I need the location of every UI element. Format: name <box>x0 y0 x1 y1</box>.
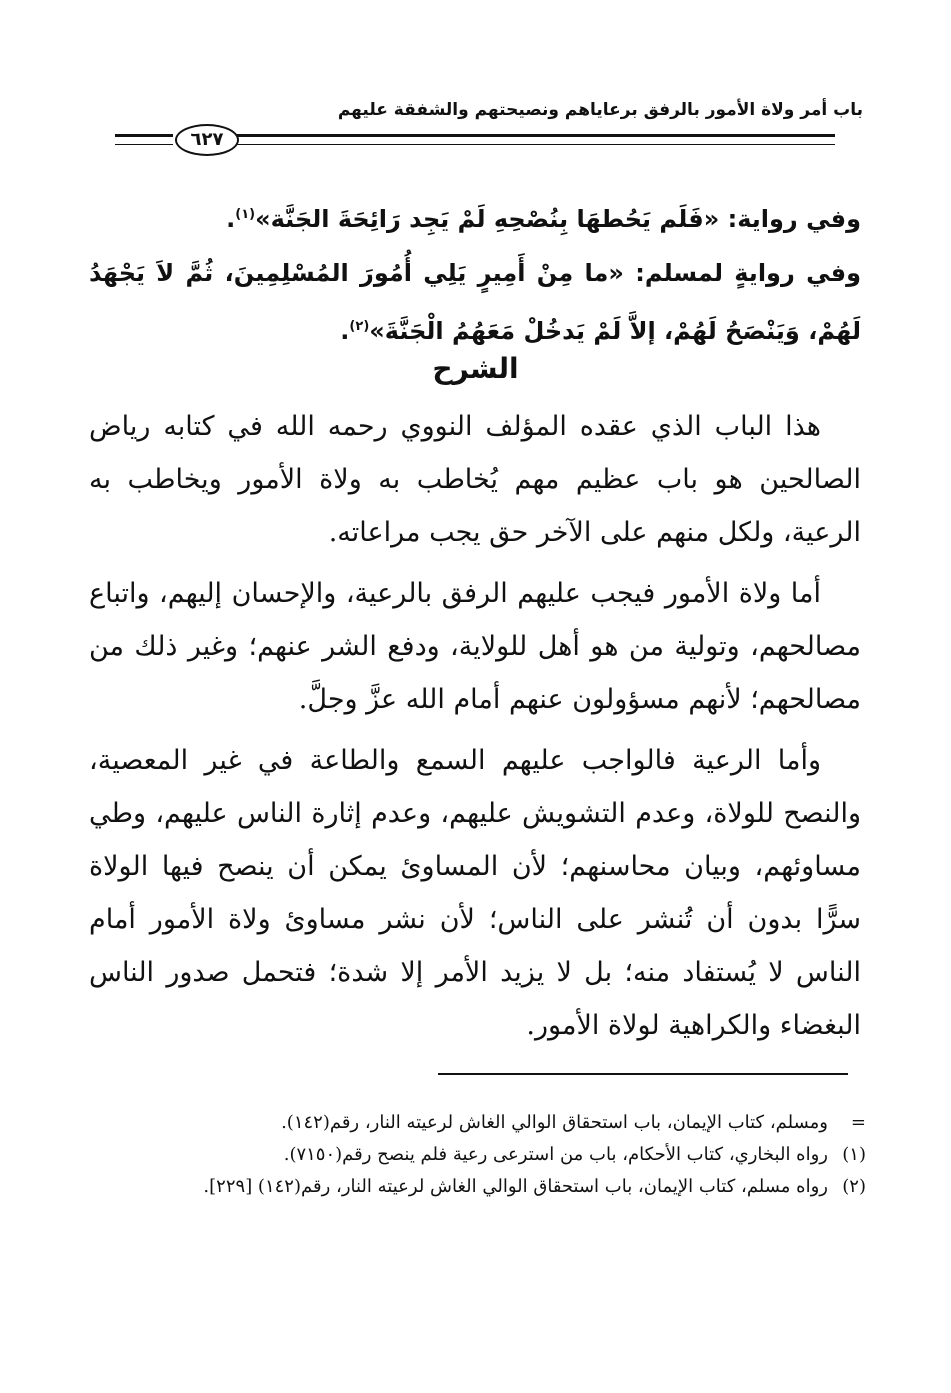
footnote-text: رواه البخاري، كتاب الأحكام، باب من استرعى رعية فلم ينصح رقم(٧١٥٠). <box>283 1144 828 1165</box>
header-rule-line <box>235 134 835 145</box>
hadith-quote: «ما مِنْ أَمِيرٍ يَلِي أُمُورَ المُسْلِمِينَ، ثُمَّ لاَ يَجْهَدُ لَهُمْ، وَيَنْصَحُ لَهُمْ، إلاَّ لَمْ يَدخُلْ مَعَهُمُ الْجَنَّةَ» <box>89 259 861 345</box>
running-header-title: باب أمر ولاة الأمور بالرفق برعاياهم ونصيحتهم والشفقة عليهم <box>337 100 863 120</box>
footnote-text: ومسلم، كتاب الإيمان، باب استحقاق الوالي الغاش لرعيته النار، رقم(١٤٢). <box>281 1112 828 1133</box>
narration-lead: وفي رواية: <box>719 205 861 233</box>
footnote-ref: (١) <box>235 207 256 222</box>
footnote-text: رواه مسلم، كتاب الإيمان، باب استحقاق الوالي الغاش لرعيته النار، رقم(١٤٢) [٢٢٩]. <box>203 1176 828 1197</box>
paragraph-text: هذا الباب الذي عقده المؤلف النووي رحمه الله في كتابه رياض الصالحين هو باب عظيم مهم يُخاطب به ولاة الأمور ويخاطب به الرعية، ولكل منهم على الآخر حق يجب مراعاته. <box>89 411 861 548</box>
footnotes <box>96 1108 866 1204</box>
footnote-1 <box>96 1140 866 1170</box>
hadith-narration-1 <box>89 188 861 246</box>
footnote-mark: (٢) <box>842 1176 866 1197</box>
footnote-continued <box>96 1108 866 1138</box>
footnote-mark: (١) <box>842 1144 866 1165</box>
narration-lead: وفي روايةٍ لمسلم: <box>623 259 861 287</box>
section-heading: الشرح <box>432 352 519 385</box>
commentary-paragraph-2 <box>89 567 861 726</box>
footnote-mark: = <box>850 1112 866 1133</box>
footnote-separator <box>438 1073 848 1075</box>
hadith-quote: «فَلَم يَحُطهَا بِنُصْحِهِ لَمْ يَجِد رَائِحَةَ الجَنَّة» <box>255 205 720 233</box>
paragraph-text: وأما الرعية فالواجب عليهم السمع والطاعة في غير المعصية، والنصح للولاة، وعدم التشويش عليهم، وعدم إثارة الناس عليهم، وطي مساوئهم، وبيان محاسنهم؛ لأن المساوئ يمكن أن ينصح فيها الولاة سرًّا بدون أن تُنشر على الناس؛ لأن نشر مساوئ ولاة الأمور أمام الناس لا يُستفاد منه؛ بل لا يزيد الأمر إلا شدة؛ فتحمل صدور الناس البغضاء والكراهية لولاة الأمور. <box>89 745 861 1041</box>
period: . <box>226 205 236 233</box>
period: . <box>340 317 350 345</box>
header-rule <box>115 124 835 156</box>
footnote-ref: (٢) <box>349 319 370 334</box>
footnote-2 <box>96 1172 866 1202</box>
header-rule-line-short <box>115 134 173 145</box>
hadith-block <box>89 188 861 358</box>
commentary-paragraph-1 <box>89 400 861 559</box>
paragraph-text: أما ولاة الأمور فيجب عليهم الرفق بالرعية، والإحسان إليهم، واتباع مصالحهم، وتولية من هو أهل للولاية، ودفع الشر عنهم؛ وغير ذلك من مصالحهم؛ لأنهم مسؤولون عنهم أمام الله عزَّ وجلَّ. <box>89 578 862 715</box>
page-number: ٦٢٧ <box>175 124 239 156</box>
commentary-body <box>89 400 861 1060</box>
commentary-paragraph-3 <box>89 734 861 1052</box>
hadith-narration-2 <box>89 246 861 358</box>
